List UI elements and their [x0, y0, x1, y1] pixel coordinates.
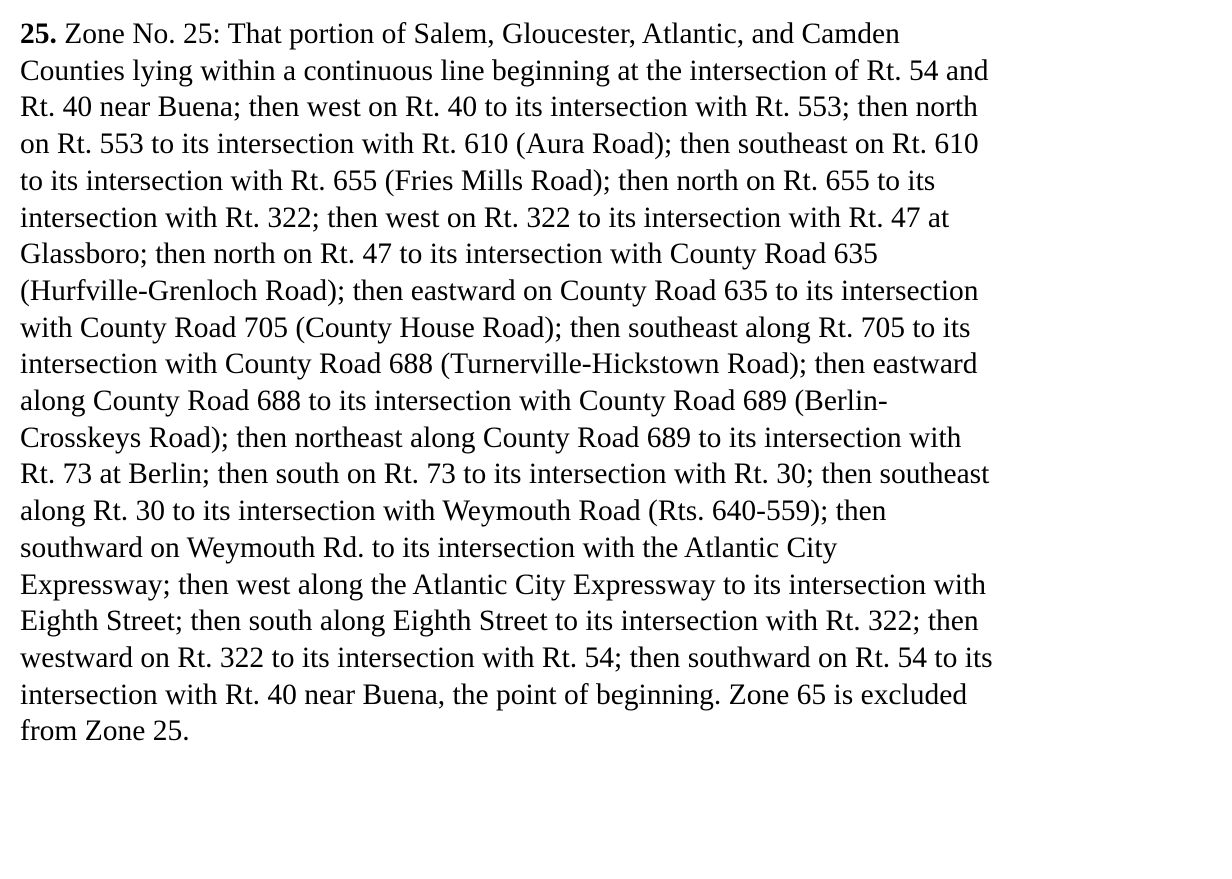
paragraph-line: Counties lying within a continuous line beginning at the intersection of Rt. 54 and	[20, 54, 989, 87]
paragraph-line: westward on Rt. 322 to its intersection with Rt. 54; then southward on Rt. 54 to its	[20, 641, 993, 674]
line-text: Zone No. 25: That portion of Salem, Gloucester, Atlantic, and Camden	[56, 18, 900, 50]
paragraph-line: to its intersection with Rt. 655 (Fries Mills Road); then north on Rt. 655 to its	[20, 164, 936, 197]
paragraph-line: along County Road 688 to its intersection with County Road 689 (Berlin-	[20, 385, 888, 418]
paragraph-line: Glassboro; then north on Rt. 47 to its intersection with County Road 635	[20, 238, 878, 271]
paragraph-line: from Zone 25.	[20, 715, 190, 748]
paragraph-line: Rt. 73 at Berlin; then south on Rt. 73 to its intersection with Rt. 30; then southeast	[20, 458, 990, 491]
paragraph-line: intersection with County Road 688 (Turnerville-Hickstown Road); then eastward	[20, 348, 978, 381]
paragraph-line: Eighth Street; then south along Eighth Street to its intersection with Rt. 322; then	[20, 605, 979, 638]
paragraph-line: southward on Weymouth Rd. to its intersection with the Atlantic City	[20, 531, 838, 564]
paragraph-line: on Rt. 553 to its intersection with Rt. 610 (Aura Road); then southeast on Rt. 610	[20, 128, 979, 161]
paragraph-line: (Hurfville-Grenloch Road); then eastward on County Road 635 to its intersection	[20, 274, 979, 307]
zone-25-paragraph	[20, 16, 1220, 750]
paragraph-line: Expressway; then west along the Atlantic City Expressway to its intersection with	[20, 568, 986, 601]
paragraph-line: intersection with Rt. 322; then west on Rt. 322 to its intersection with Rt. 47 at	[20, 201, 950, 234]
paragraph-line	[20, 16, 1220, 53]
paragraph-line: intersection with Rt. 40 near Buena, the point of beginning. Zone 65 is excluded	[20, 678, 968, 711]
section-number: 25.	[20, 18, 57, 50]
paragraph-line: Rt. 40 near Buena; then west on Rt. 40 to its intersection with Rt. 553; then north	[20, 91, 978, 124]
paragraph-line: along Rt. 30 to its intersection with Weymouth Road (Rts. 640-559); then	[20, 495, 887, 528]
paragraph-line: with County Road 705 (County House Road); then southeast along Rt. 705 to its	[20, 311, 971, 344]
paragraph-line: Crosskeys Road); then northeast along County Road 689 to its intersection with	[20, 421, 962, 454]
